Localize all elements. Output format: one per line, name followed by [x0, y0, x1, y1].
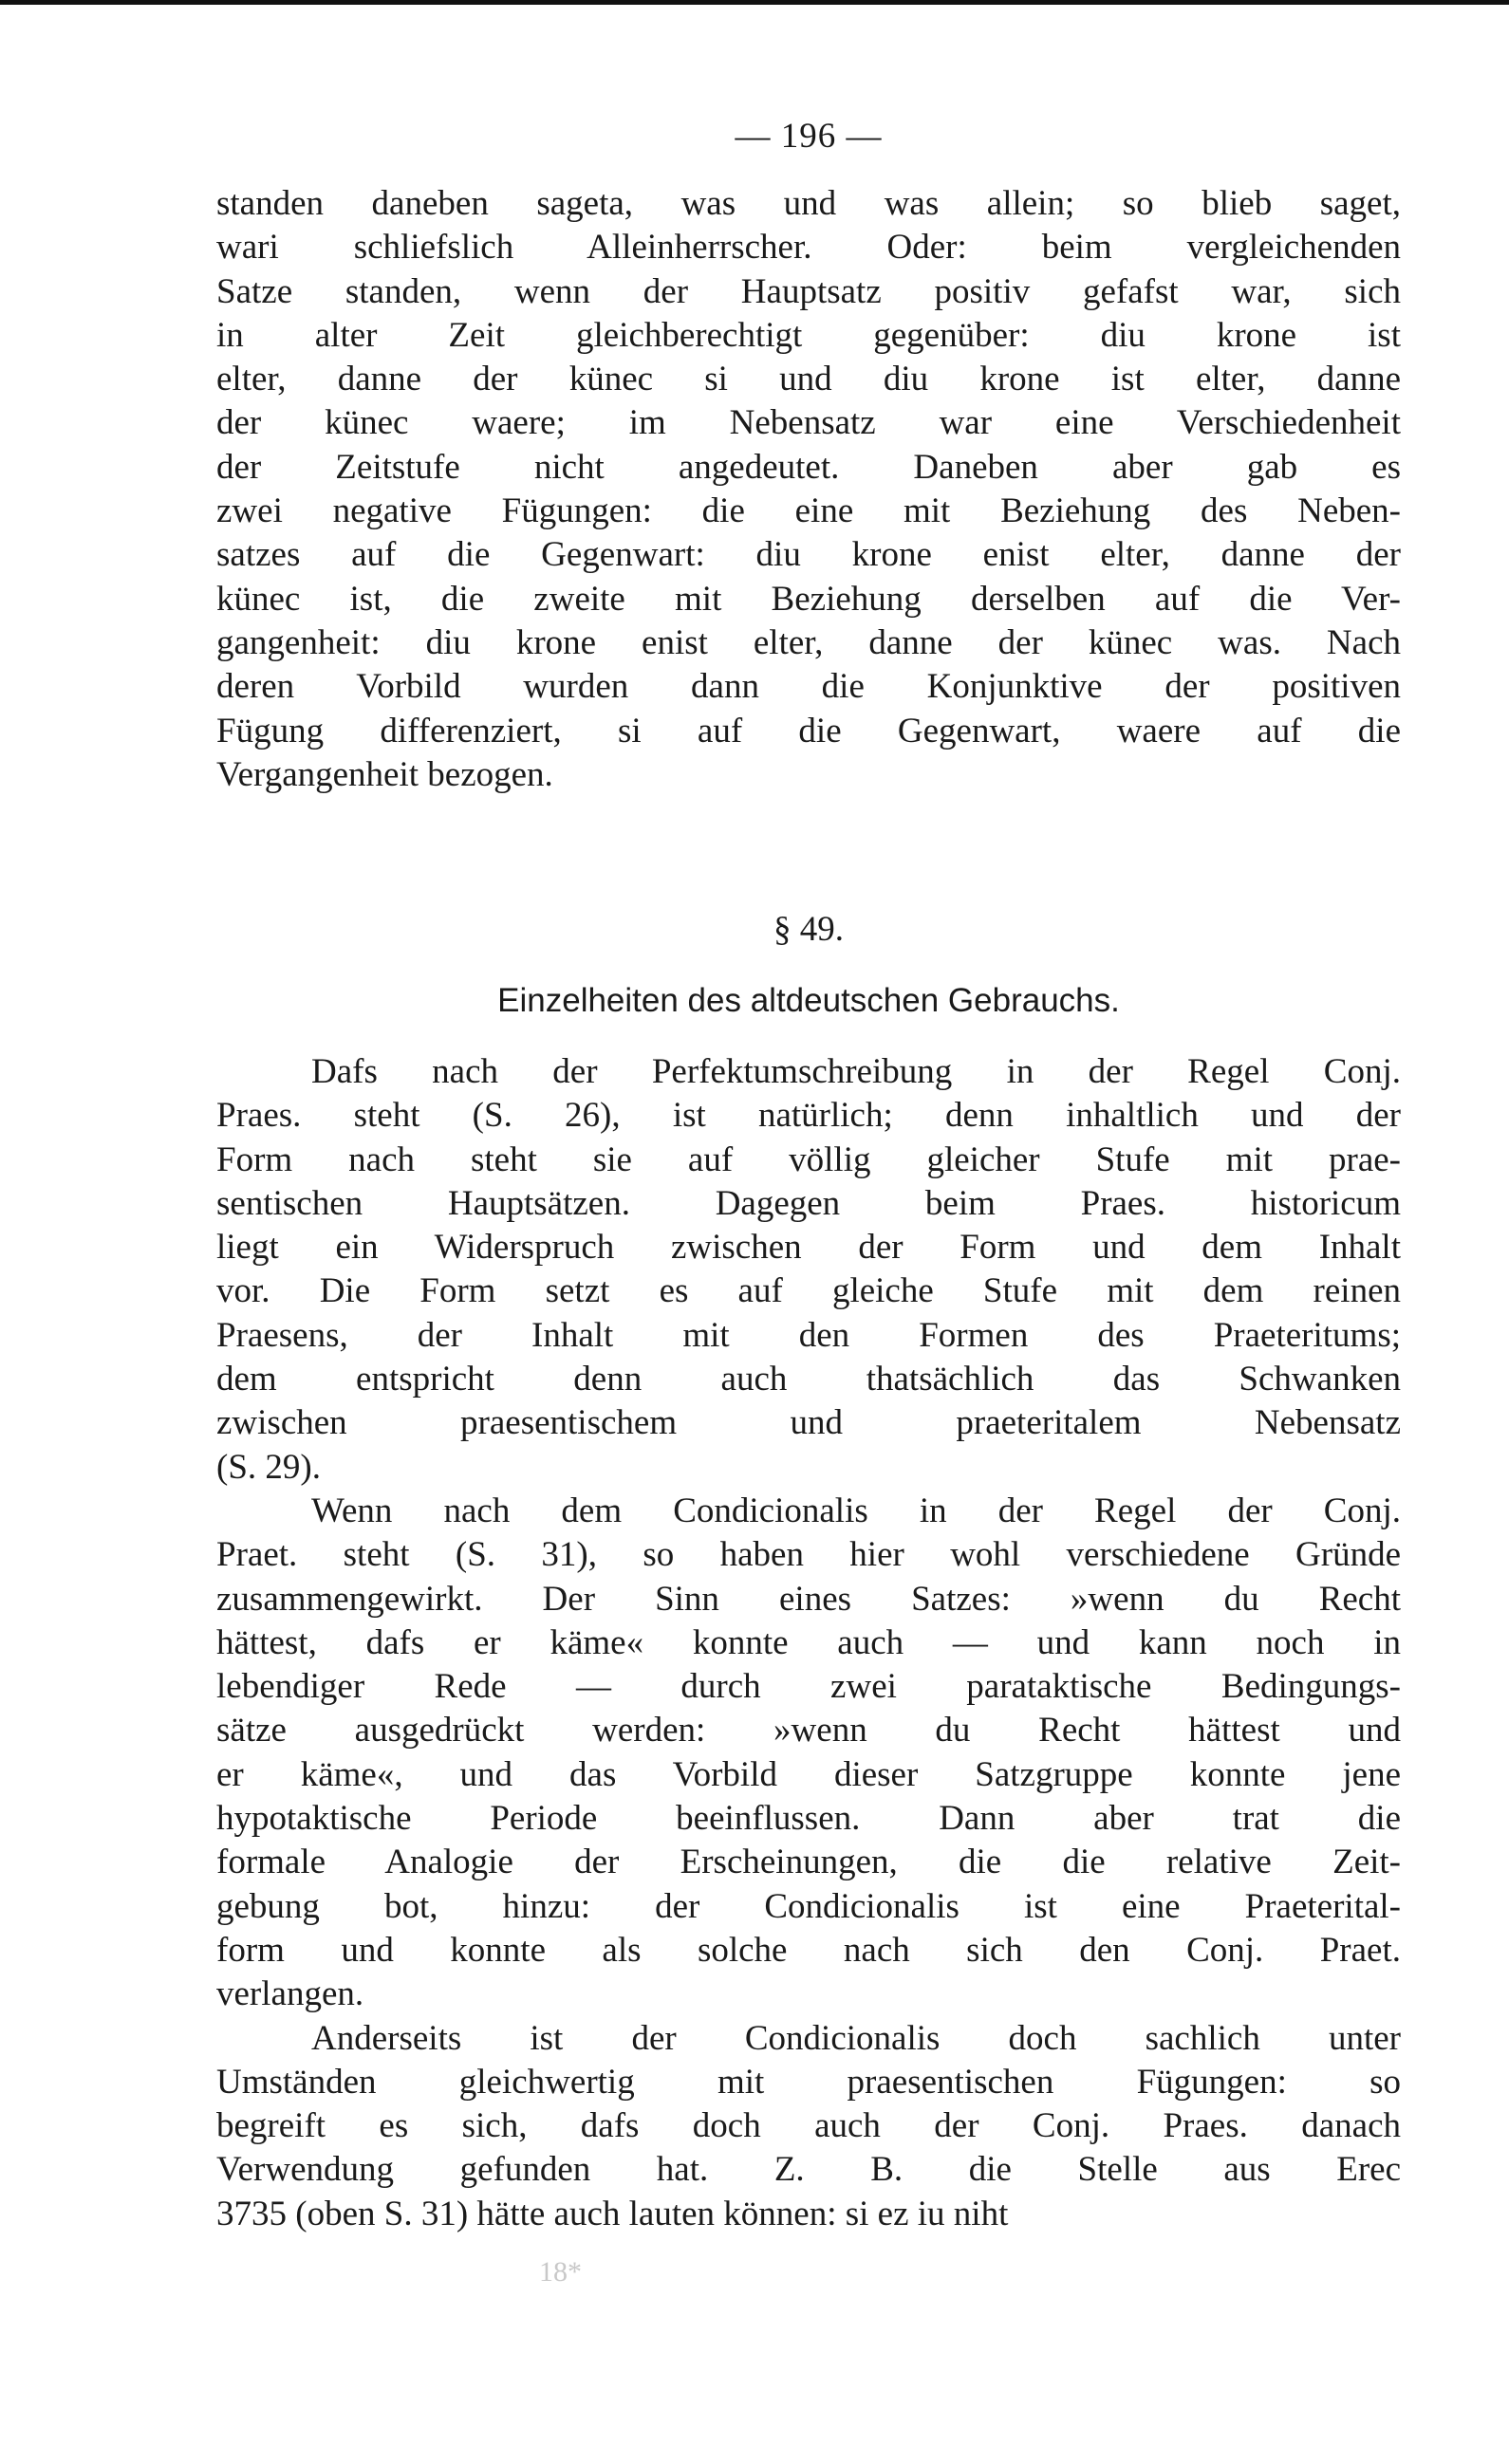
text-line: Praes. steht (S. 26), ist natürlich; denn inhaltlich und der: [216, 1096, 1401, 1136]
text-line: Dafs nach der Perfektumschreibung in der Regel Conj.: [311, 1052, 1401, 1091]
text-line: verlangen.: [216, 1974, 364, 2014]
text-line: hättest, dafs er käme« konnte auch — und kann noch in: [216, 1622, 1401, 1662]
text-line: Wenn nach dem Condicionalis in der Regel der Conj.: [311, 1491, 1401, 1530]
section-number: § 49.: [773, 910, 844, 949]
text-line: Verwendung gefunden hat. Z. B. die Stelle aus Erec: [216, 2150, 1401, 2190]
text-line: gangenheit: diu krone enist elter, danne der künec was. Nach: [216, 622, 1401, 662]
text-line: 3735 (oben S. 31) hätte auch lauten können: si ez iu niht: [216, 2194, 1009, 2233]
text-line: Satze standen, wenn der Hauptsatz positiv gefafst war, sich: [216, 271, 1401, 311]
text-line: elter, danne der künec si und diu krone ist elter, danne: [216, 360, 1401, 399]
page-number: — 196 —: [735, 117, 883, 156]
text-line: Anderseits ist der Condicionalis doch sachlich unter: [311, 2018, 1401, 2058]
text-line: Form nach steht sie auf völlig gleicher Stufe mit prae-: [216, 1139, 1401, 1179]
paragraph-continuation: [216, 182, 1401, 797]
text-line: vor. Die Form setzt es auf gleiche Stufe mit dem reinen: [216, 1271, 1401, 1311]
text-line: Praesens, der Inhalt mit den Formen des Praeteritums;: [216, 1315, 1401, 1355]
text-line: formale Analogie der Erscheinungen, die die relative Zeit-: [216, 1843, 1401, 1882]
text-line: dem entspricht denn auch thatsächlich das Schwanken: [216, 1360, 1401, 1399]
text-line: gebung bot, hinzu: der Condicionalis ist eine Praeterital-: [216, 1886, 1401, 1926]
section-heading: Einzelheiten des altdeutschen Gebrauchs.: [497, 982, 1120, 1019]
text-line: wari schliefslich Alleinherrscher. Oder: beim vergleichenden: [216, 228, 1401, 268]
text-line: zwei negative Fügungen: die eine mit Beziehung des Neben-: [216, 491, 1401, 531]
text-line: zusammengewirkt. Der Sinn eines Satzes: »wenn du Recht: [216, 1579, 1401, 1619]
text-line: begreift es sich, dafs doch auch der Conj. Praes. danach: [216, 2106, 1401, 2146]
text-line: er käme«, und das Vorbild dieser Satzgruppe konnte jene: [216, 1754, 1401, 1794]
text-line: zwischen praesentischem und praeteritalem Nebensatz: [216, 1403, 1401, 1443]
text-line: satzes auf die Gegenwart: diu krone enist elter, danne der: [216, 535, 1401, 575]
text-line: deren Vorbild wurden dann die Konjunktive der positiven: [216, 667, 1401, 707]
text-line: der Zeitstufe nicht angedeutet. Daneben aber gab es: [216, 447, 1401, 487]
section-body: [216, 1050, 1401, 2236]
text-line: Praet. steht (S. 31), so haben hier wohl verschiedene Gründe: [216, 1535, 1401, 1575]
text-line: künec ist, die zweite mit Beziehung derselben auf die Ver-: [216, 579, 1401, 619]
text-line: form und konnte als solche nach sich den Conj. Praet.: [216, 1930, 1401, 1970]
text-line: liegt ein Widerspruch zwischen der Form und dem Inhalt: [216, 1228, 1401, 1268]
text-line: Vergangenheit bezogen.: [216, 754, 553, 794]
text-line: standen daneben sageta, was und was allein; so blieb saget,: [216, 184, 1401, 223]
text-line: Fügung differenziert, si auf die Gegenwart, waere auf die: [216, 711, 1401, 750]
folio-mark: 18*: [539, 2256, 582, 2288]
text-line: (S. 29).: [216, 1447, 321, 1487]
text-line: der künec waere; im Nebensatz war eine Verschiedenheit: [216, 403, 1401, 443]
text-line: sätze ausgedrückt werden: »wenn du Recht hättest und: [216, 1711, 1401, 1751]
text-line: sentischen Hauptsätzen. Dagegen beim Praes. historicum: [216, 1183, 1401, 1223]
text-line: in alter Zeit gleichberechtigt gegenüber: diu krone ist: [216, 315, 1401, 355]
text-line: Umständen gleichwertig mit praesentischen Fügungen: so: [216, 2062, 1401, 2102]
scan-edge: [0, 0, 1509, 5]
text-line: hypotaktische Periode beeinflussen. Dann aber trat die: [216, 1799, 1401, 1839]
text-line: lebendiger Rede — durch zwei parataktische Bedingungs-: [216, 1667, 1401, 1707]
